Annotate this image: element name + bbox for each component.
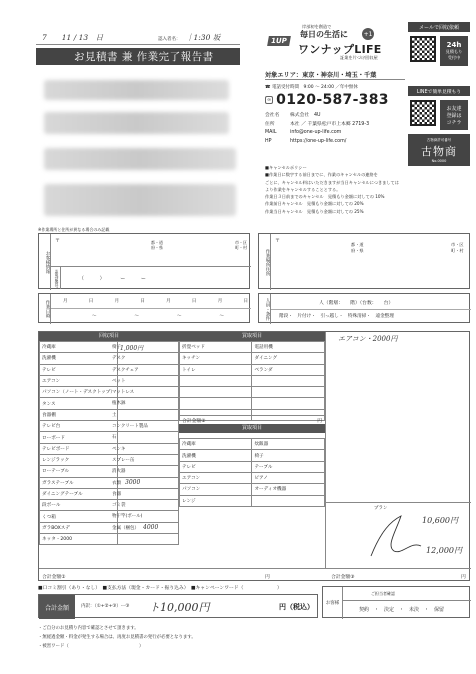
buy-item-cell[interactable]: ピアノ [252,472,325,483]
table-row [40,534,179,545]
buy-item-cell[interactable]: 冷蔵庫 [180,439,252,450]
time-mark: 〜 [177,314,182,319]
brand-name: ワンナップLIFE [298,43,382,56]
buy-item-cell[interactable] [180,398,252,409]
buy-item-cell[interactable] [252,375,325,386]
collect-sub-item-hand: 3000 [125,478,141,486]
table-spacer [180,430,325,439]
cancel-policy [265,164,405,215]
line-box-line1: お友達 [446,105,462,112]
phone-field[interactable] [79,275,146,282]
day-cell: 日 [191,299,197,304]
subtotal-1-label: 合計金額① [42,575,66,580]
brand-tagline-main: 毎日の生活に [300,30,348,39]
policy-line: より作業をキャンセルすることとする。 [265,186,341,192]
collect-sub-item-name: 消火器 [112,469,126,475]
date-handwritten: 7 11 / 13 日 [42,33,104,42]
table-row [180,342,325,353]
collect-sub-item[interactable] [109,499,179,510]
collect-sub-item-name: 植木鉢 [112,401,126,407]
phone-label: お電話番号 [51,267,61,289]
collect-sub-item-hand: 4000 [143,523,159,531]
subtotal-2-label: 合計金額② [182,418,206,424]
buy-item-cell[interactable]: 電話用機 [252,342,325,353]
antique-label: 古物商 [421,144,457,158]
collect-item-name: エアコン [40,375,118,386]
table-row [180,461,325,472]
city-tag: 町・村 [235,245,247,250]
items-table [38,331,470,581]
month-cell: 月 [63,299,68,304]
collect-sub-item[interactable] [109,477,179,488]
phone-divider [51,266,251,267]
col3-header-text: 買取項目 [241,425,262,431]
subtotal-3-yen: 円 [461,575,466,580]
pref-tag: 都・道 [151,240,163,245]
work-address-box [258,233,470,289]
collect-sub-item-name: マットレス [112,390,135,396]
mail-box-info [440,36,468,66]
total-label: 合計金額 [39,595,75,619]
staff-conditions-box [258,293,470,323]
table-row [180,450,325,461]
reception-label: 認入者名： [158,37,181,42]
collect-sub-item[interactable] [109,522,179,533]
subtotal-row [39,568,471,582]
service-area: 対象エリア：東京・神奈川・埼玉・千葉 [265,72,377,79]
buy-item-cell[interactable]: トイレ [180,364,252,375]
collect-sub-item-name: ゴミ袋 [112,503,126,509]
mail-box-hours: 24h [446,41,462,49]
collect-sub-item[interactable] [109,420,179,431]
staff-line[interactable]: 人（階層： 階）（台数： 台） [319,301,394,306]
buy-item-cell[interactable]: エアコン [180,472,252,483]
blurred-region-2 [44,112,229,134]
buy-item-cell[interactable]: レンジ [180,495,252,506]
collect-sub-item[interactable] [109,454,179,465]
collect-item-name: ローボード [40,432,118,443]
document-title-text: お見積書 兼 作業完了報告書 [74,51,214,63]
spacer-cell [180,430,325,439]
col1-header [39,332,179,341]
customer-info-box [38,233,250,289]
work-date-box [38,293,250,323]
line-box-info [440,100,468,130]
time-cells[interactable] [73,313,243,319]
collect-sub-item-name: 石 [112,435,117,441]
col2-header [179,332,325,341]
tel-mark: ー [140,276,146,282]
month-cell: 月 [166,299,171,304]
col1-header-text: 回収項目 [98,333,119,339]
brand-subtitle: 証業を片づけ回収屋 [340,55,378,60]
footer-note: ・被害ワード（ ） [38,644,144,649]
collect-sub-item[interactable] [109,409,179,420]
table-row [180,353,325,364]
company-label: 会社名 [265,113,280,118]
buy-item-cell[interactable]: 炊飯器 [252,439,325,450]
collect-item-name: パソコン（ノート・デスクトップ） [40,387,118,398]
subtotal-3-label: 合計金額③ [331,575,355,580]
collect-item-name: レンジラック [40,454,118,465]
address-value: 本社 ／ 千葉県松戸市上本郷 2719-3 [290,121,370,127]
table-row [180,484,325,495]
policy-line: ごとに、キャンセル料はいただきますが当日キャンセルにつきましては [265,179,399,185]
buy-item-cell[interactable]: 椅子 [252,450,325,461]
mail-request-box [408,22,470,86]
collect-sub-item-name: 土 [112,412,117,418]
collect-sub-item[interactable] [109,341,179,352]
phone-number-row [265,92,389,108]
collect-sub-item[interactable] [109,443,179,454]
collect-item-hand: 1,000円 [120,344,144,352]
buy-item-cell[interactable]: ダイニング [252,353,325,364]
day-cell: 日 [140,299,145,304]
work-address-label: 作業場所住所 [259,234,271,290]
collect-sub-item[interactable] [109,364,179,375]
mail-box-line1: 見積もり [445,49,463,54]
plan-label: プラン [374,506,388,511]
collect-sub-item-name: スプレー缶 [112,457,135,463]
collect-item-name: ガラBOXスデ [40,522,118,533]
aircon-handwritten: エアコン・2000円 [338,335,398,343]
tel-mark: ー [120,276,126,282]
postal-mark-2: 〒 [275,238,281,244]
line-request-box [408,86,470,138]
hp-label: HP [265,138,272,144]
collect-sub-item[interactable] [109,488,179,499]
day-cell: 日 [243,299,248,304]
table-row [180,387,325,398]
collect-sub-item-name: 衣類 [112,480,121,486]
table-row [180,495,325,506]
pref-tags [151,240,163,250]
collect-item-name: ガラステーブル [40,477,118,488]
header-underline [36,44,240,45]
collect-item-value[interactable] [118,534,179,545]
pref-tags-2 [351,242,364,253]
table-row [180,375,325,386]
buy-item-cell[interactable] [252,387,325,398]
collect-item-name: ダイニングテーブル [40,488,118,499]
call-hours-text: 電話受付時間 9:00 〜 24:00 ／年中無休 [272,85,358,90]
collect-sub-item[interactable] [109,386,179,397]
collect-item-name: テレビ台 [40,421,118,432]
mail-box-title: メールで回収依頼 [408,22,470,32]
collect-item-name: 冷蔵庫 [40,342,118,353]
address-label: 住所 [265,121,275,127]
company-info [265,112,369,146]
brand-tagline-small: 岸部初を創造で [302,24,332,29]
collect-item-name: くつ箱 [40,511,118,522]
plan-amount-2: 12,000円 [426,546,462,555]
mail-label: MAIL [265,130,277,135]
city-tags [235,240,247,250]
buy-item-cell[interactable]: テーブル [252,461,325,472]
pref-tag: 都・道 [351,242,364,247]
collect-item-name: タンス [40,398,118,409]
month-cell: 月 [114,299,120,304]
collect-sub-item-name: コンクリート製品 [112,424,148,430]
policy-line: ■作業日に数字する前日までに、作業のキャンセルの連絡を [265,172,378,178]
city-tag: 市・区 [235,240,247,245]
policy-line: 作業当日キャンセル 見積もり金額に対しての 25% [265,208,364,214]
plan-signature-scribble [366,511,426,561]
mail-qr-code[interactable] [410,36,436,62]
subtotal-2-row [179,415,325,424]
blurred-region-1 [44,80,229,100]
company-value: 株式会社 4U [290,113,321,118]
date-row-divider [51,308,251,309]
collect-sub-item-name: 物干竿(ポール) [112,514,143,520]
table-row [180,398,325,409]
blurred-region-3 [44,148,236,170]
buy-item-cell[interactable]: 折畳ベッド [180,342,252,353]
hp-value[interactable]: https://one-up-life.com/ [290,138,347,144]
phone-icon: ☎ [265,85,271,90]
buy-item-cell[interactable] [252,495,325,506]
brand-divider [265,79,405,80]
total-yen-label: 円（税込） [279,603,314,611]
form-note: ※作業場所と住所が異なる場合のみ記載 [38,227,110,232]
collect-sub-items [109,341,179,533]
contract-status[interactable]: 契約 ・ 決定 ・ 未決 ・ 保留 [359,607,445,613]
options-line[interactable]: ■口コミ割引（あり・なし） ■支払方法（現金・カード・振り込み） ■キャンペーンワード（ ） [38,586,282,591]
tel-mark: （ [79,276,85,282]
policy-line: 作業日３日前までのキャンセル 見積もり金額に対しての 10% [265,194,385,200]
collect-sub-item-name: ベット [112,378,126,384]
call-hours [265,84,358,90]
buy-item-cell[interactable]: ベランダ [252,364,325,375]
collect-sub-item[interactable] [109,352,179,363]
staff-label: 人員・条件 [259,294,271,324]
line-box-line3: コチラ [446,119,462,126]
collect-sub-item[interactable] [109,510,179,521]
antique-dealer-box [408,134,470,166]
time-mark: 〜 [219,314,224,319]
collect-sub-item-name: 食器 [112,491,121,497]
buy-item-cell[interactable]: テレビ [180,461,252,472]
collect-sub-item[interactable] [109,375,179,386]
customer-info-label: お客様情報 [39,234,51,290]
total-box [38,594,318,618]
buy-item-cell[interactable]: オーディオ機器 [252,484,325,495]
total-breakdown: 内訳：（①+②+③）ー③ [81,604,130,609]
collect-item-name: テレビボード [40,443,118,454]
policy-title: ■キャンセルポリシー [265,165,307,170]
collect-sub-item-name: デスク [112,356,126,362]
antique-small: 古物商許可番号 [426,137,452,142]
signature-sub: ご担当者確認 [343,587,471,601]
staff-row-divider [271,309,471,310]
collect-sub-item-name: 金属（梱包） [112,525,139,531]
collect-item-name: 洗濯機 [40,353,118,364]
buy-item-cell[interactable] [252,398,325,409]
subtotal-1-yen: 円 [265,575,270,580]
brand-up-mark: 1UP [267,36,290,46]
buy-item-cell[interactable]: 洗濯機 [180,450,252,461]
table-row [180,364,325,375]
collect-item-name: ネッタ・2000 [40,534,118,545]
postal-mark: 〒 [55,238,61,244]
total-amount-handwritten: ト10,000円 [149,601,210,614]
footer-note: ・ご自分のお見積り内容で確認とさせて頂きます。 [38,626,139,631]
time-mark: 〜 [134,314,139,319]
work-conditions[interactable]: 階段・ 片付け・ 引っ越し・ 特殊清掃・ 遠金整理 [279,314,394,319]
subtotal-2-yen: 円 [317,418,322,424]
plan-notes-column [325,332,471,502]
line-qr-code[interactable] [410,100,436,126]
collect-item-name: 食器棚 [40,409,118,420]
mail-value[interactable]: info@one-up-life.com [290,130,342,135]
collect-item-name: 段ボール [40,500,118,511]
collect-sub-item-name: 椅子 [112,345,121,350]
reception-handwritten: ｜1:30 坂 [186,33,221,42]
day-cell: 日 [88,299,94,304]
time-mark: 〜 [92,314,97,319]
tel-mark: ） [99,276,105,282]
buy-item-cell[interactable] [180,375,252,386]
line-box-line2: 登録は [446,112,462,119]
antique-number: No.0000 [431,158,447,163]
pref-tag: 府・県 [151,245,163,250]
collect-item-name: ローテーブル [40,466,118,477]
collect-sub-item[interactable] [109,431,179,442]
work-date-label: 作業日時 [39,294,51,324]
plan-box [325,502,471,568]
city-tag: 市・区 [451,242,464,247]
city-tags-2 [451,242,464,253]
signature-label: お客様 [323,587,343,619]
collect-sub-item[interactable] [109,465,179,476]
table-row [180,472,325,483]
pref-tag: 府・県 [351,247,364,253]
brand-badge: +1 [362,28,374,40]
city-tag: 町・村 [451,247,464,253]
date-cells[interactable] [63,298,248,304]
policy-line: 作業前日キャンセル 見積もり金額に対しての 20% [265,201,364,207]
blurred-region-4 [44,184,236,216]
phone-number[interactable]: 0120-587-383 [276,92,389,108]
plan-amount-1: 10,600円 [422,516,458,525]
buy-item-cell[interactable] [180,387,252,398]
document-title [36,48,240,65]
signature-box [322,586,470,618]
table-row [180,439,325,450]
collect-sub-item-name: ペンキ [112,446,126,452]
month-cell: 月 [217,299,223,304]
collect-item-name: テレビ [40,364,118,375]
col2-header-text: 買取項目 [241,333,262,339]
footer-note: ・無経過金額・料金が発生する場合は、再度お見積書の発行が必要となります。 [38,635,196,640]
collect-sub-item[interactable] [109,397,179,408]
freedial-icon: ∞ [267,97,272,103]
line-box-title: LINEで簡単見積もり [408,86,470,96]
buy-item-cell[interactable]: パソコン [180,484,252,495]
mail-box-line2: 受付中 [447,55,461,60]
buy-item-cell[interactable]: キッチン [180,353,252,364]
collect-sub-item-name: デスクチェア [112,367,139,373]
footer-notes [38,624,196,651]
